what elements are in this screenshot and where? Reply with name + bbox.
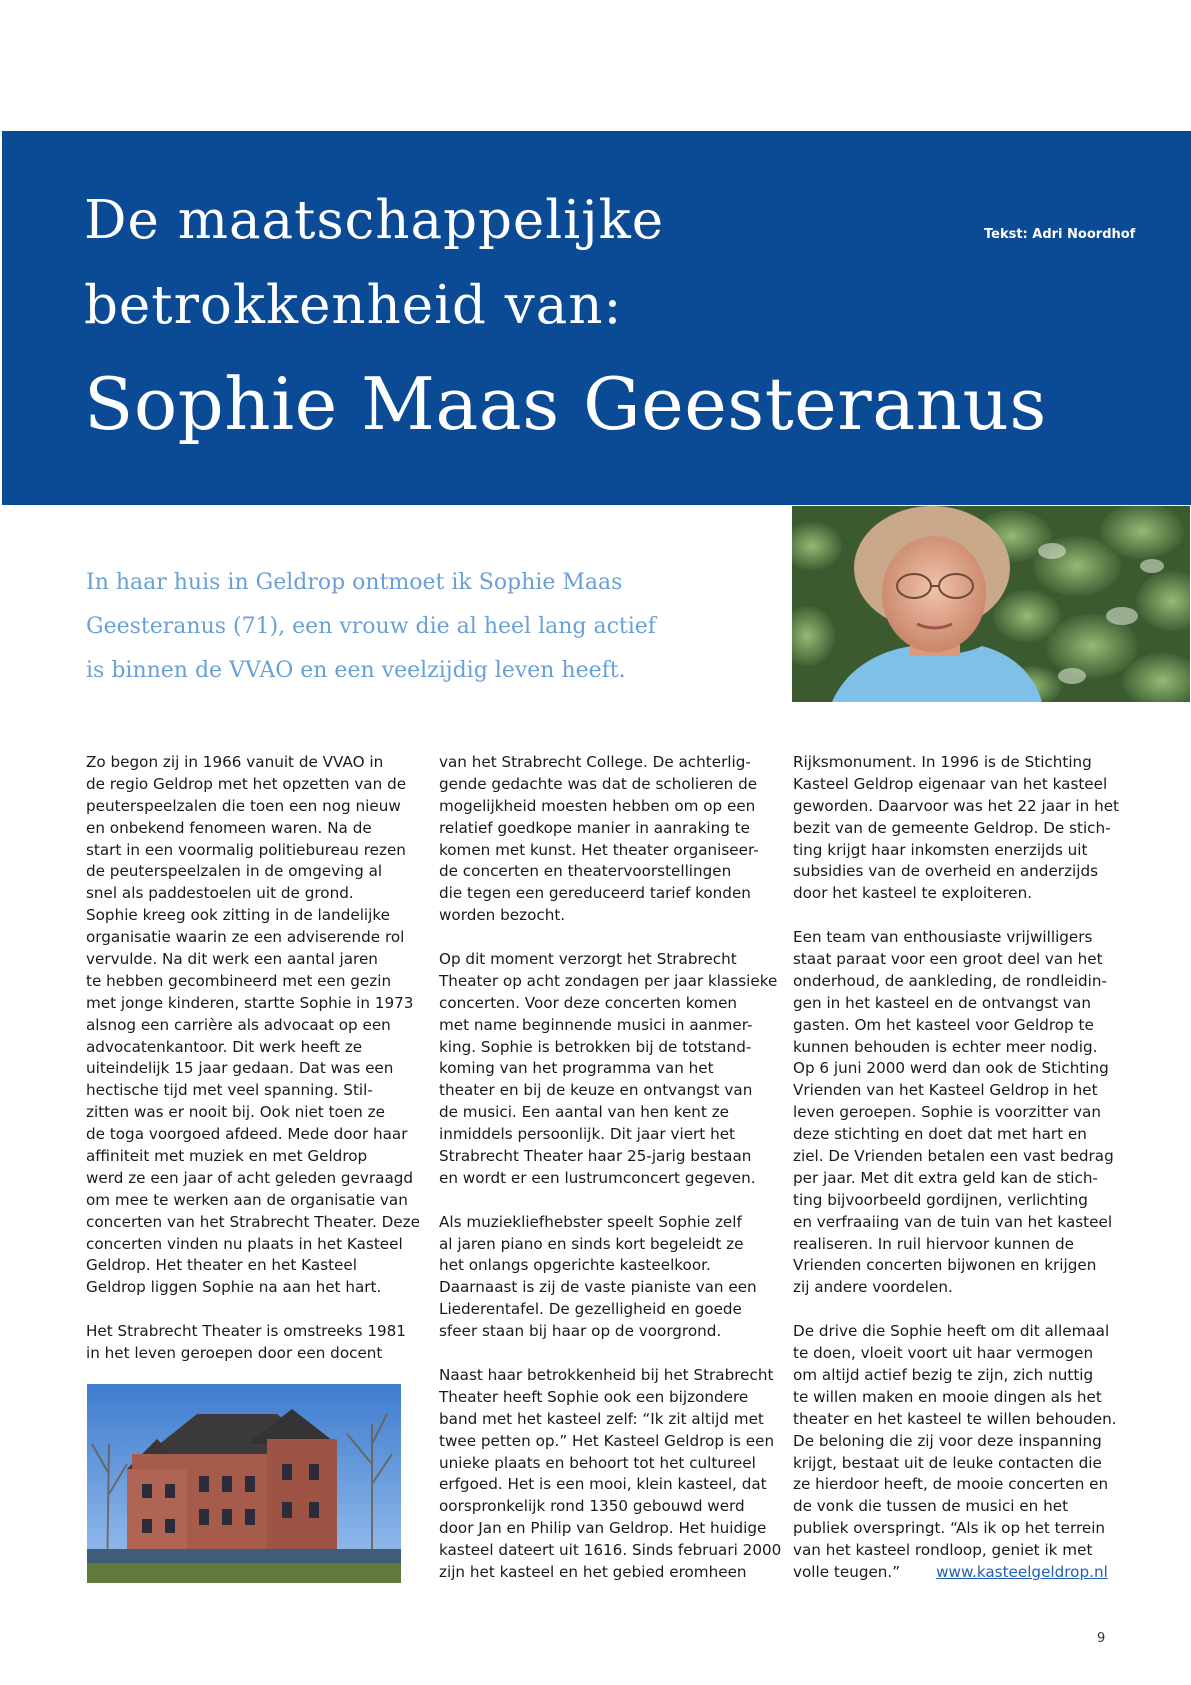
- article-line: zijn het kasteel en het gebied eromheen: [439, 1562, 747, 1581]
- castle-image: [87, 1384, 401, 1583]
- page-number: 9: [1097, 1631, 1106, 1646]
- portrait-image: [792, 506, 1190, 702]
- article-line: de peuterspeelzalen in de omgeving al: [86, 862, 383, 881]
- article-line: snel als paddestoelen uit de grond.: [86, 884, 354, 903]
- article-line: bezit van de gemeente Geldrop. De stich-: [793, 818, 1111, 837]
- article-line: gasten. Om het kasteel voor Geldrop te: [793, 1015, 1094, 1034]
- article-line: concerten. Voor deze concerten komen: [439, 993, 738, 1012]
- article-line: peuterspeelzalen die toen een nog nieuw: [86, 796, 401, 815]
- castle-photo: [87, 1384, 401, 1583]
- article-line: inmiddels persoonlijk. Dit jaar viert het: [439, 1125, 736, 1144]
- byline: Tekst: Adri Noordhof: [984, 227, 1136, 242]
- article-line: oorspronkelijk rond 1350 gebouwd werd: [439, 1497, 745, 1516]
- article-line: Een team van enthousiaste vrijwilligers: [793, 928, 1093, 947]
- article-line: te doen, vloeit voort uit haar vermogen: [793, 1344, 1094, 1363]
- paragraph-gap: [439, 1190, 769, 1212]
- article-line: om mee te werken aan de organisatie van: [86, 1190, 408, 1209]
- article-line: de vonk die tussen de musici en het: [793, 1497, 1069, 1516]
- article-line: hectische tijd met veel spanning. Stil-: [86, 1081, 373, 1100]
- article-line: gen in het kasteel en de ontvangst van: [793, 993, 1091, 1012]
- article-line: ze hierdoor heeft, de mooie concerten en: [793, 1475, 1109, 1494]
- article-line: twee petten op.” Het Kasteel Geldrop is een: [439, 1431, 775, 1450]
- article-line: door Jan en Philip van Geldrop. Het huidige: [439, 1519, 767, 1538]
- article-column-1: [86, 752, 420, 1365]
- article-line: geworden. Daarvoor was het 22 jaar in het: [793, 796, 1120, 815]
- intro-line: Geesteranus (71), een vrouw die al heel lang actief: [86, 614, 656, 639]
- title-name: Sophie Maas Geesteranus: [84, 362, 1047, 446]
- paragraph-gap: [793, 1299, 1123, 1321]
- article-line: koming van het programma van het: [439, 1059, 714, 1078]
- intro-line: is binnen de VVAO en een veelzijdig leven heeft.: [86, 658, 626, 683]
- article-line: ting krijgt haar inkomsten enerzijds uit: [793, 840, 1088, 859]
- article-line: Op dit moment verzorgt het Strabrecht: [439, 950, 737, 969]
- article-line: Kasteel Geldrop eigenaar van het kasteel: [793, 774, 1108, 793]
- article-line: affiniteit met muziek en met Geldrop: [86, 1147, 368, 1166]
- paragraph-gap: [86, 1299, 416, 1321]
- article-line: en verfraaiing van de tuin van het kasteel: [793, 1212, 1113, 1231]
- article-line: en onbekend fenomeen waren. Na de: [86, 818, 372, 837]
- article-line: mogelijkheid moesten hebben om op een: [439, 796, 756, 815]
- article-line: Rijksmonument. In 1996 is de Stichting: [793, 753, 1092, 771]
- article-line: Strabrecht Theater haar 25-jarig bestaan: [439, 1147, 752, 1166]
- article-line: sfeer staan bij haar op de voorgrond.: [439, 1322, 722, 1341]
- article-line: van het Strabrecht College. De achterlig-: [439, 753, 751, 771]
- article-line: worden bezocht.: [439, 906, 566, 925]
- article-line: onderhoud, de aankleding, de rondleidin-: [793, 971, 1107, 990]
- article-line: Op 6 juni 2000 werd dan ook de Stichting: [793, 1059, 1109, 1078]
- article-line: Naast haar betrokkenheid bij het Strabrecht: [439, 1365, 774, 1384]
- article-line: uiteindelijk 15 jaar gedaan. Dat was een: [86, 1059, 394, 1078]
- article-line: staat paraat voor een groot deel van het: [793, 950, 1103, 969]
- article-column-3: [793, 752, 1123, 1584]
- article-line: concerten van het Strabrecht Theater. Deze: [86, 1212, 420, 1231]
- article-line: subsidies van de overheid en anderzijds: [793, 862, 1098, 881]
- article-line: deze stichting en doet dat met hart en: [793, 1125, 1087, 1144]
- article-line: publiek overspringt. “Als ik op het terrein: [793, 1519, 1106, 1538]
- article-line: al jaren piano en sinds kort begeleidt ze: [439, 1234, 744, 1253]
- article-line: ziel. De Vrienden betalen een vast bedrag: [793, 1147, 1114, 1166]
- article-line: het onlangs opgerichte kasteelkoor.: [439, 1256, 711, 1275]
- article-last-line: [793, 1562, 1123, 1584]
- article-line: volle teugen.”: [793, 1562, 901, 1581]
- article-line: start in een voormalig politiebureau rezen: [86, 840, 406, 859]
- article-line: vervulde. Na dit werk een aantal jaren: [86, 950, 378, 969]
- intro-paragraph: [86, 561, 766, 693]
- website-link[interactable]: www.kasteelgeldrop.nl: [936, 1562, 1108, 1581]
- article-line: per jaar. Met dit extra geld kan de stich-: [793, 1168, 1098, 1187]
- article-line: De beloning die zij voor deze inspanning: [793, 1431, 1102, 1450]
- article-line: band met het kasteel zelf: “Ik zit altijd met: [439, 1409, 764, 1428]
- article-line: die tegen een gereduceerd tarief konden: [439, 884, 751, 903]
- article-line: leven geroepen. Sophie is voorzitter van: [793, 1103, 1101, 1122]
- article-line: Geldrop liggen Sophie na aan het hart.: [86, 1278, 382, 1297]
- article-line: met name beginnende musici in aanmer-: [439, 1015, 753, 1034]
- article-line: unieke plaats en behoort tot het cultureel: [439, 1453, 756, 1472]
- article-line: Geldrop. Het theater en het Kasteel: [86, 1256, 357, 1275]
- article-line: alsnog een carrière als advocaat op een: [86, 1015, 391, 1034]
- article-line: en wordt er een lustrumconcert gegeven.: [439, 1168, 756, 1187]
- paragraph-gap: [439, 927, 769, 949]
- article-line: concerten vinden nu plaats in het Kasteel: [86, 1234, 403, 1253]
- article-line: advocatenkantoor. Dit werk heeft ze: [86, 1037, 363, 1056]
- article-line: werd ze een jaar of acht geleden gevraagd: [86, 1168, 414, 1187]
- article-line: met jonge kinderen, startte Sophie in 1973: [86, 993, 414, 1012]
- article-line: Liederentafel. De gezelligheid en goede: [439, 1300, 742, 1319]
- article-line: Als muziekliefhebster speelt Sophie zelf: [439, 1212, 742, 1231]
- article-line: zij andere voordelen.: [793, 1278, 953, 1297]
- article-line: Zo begon zij in 1966 vanuit de VVAO in: [86, 753, 384, 771]
- article-line: kunnen behouden is echter meer nodig.: [793, 1037, 1098, 1056]
- article-line: Theater heeft Sophie ook een bijzondere: [439, 1387, 749, 1406]
- article-line: De drive die Sophie heeft om dit allemaal: [793, 1322, 1110, 1341]
- article-line: de concerten en theatervoorstellingen: [439, 862, 732, 881]
- article-line: de musici. Een aantal van hen kent ze: [439, 1103, 730, 1122]
- article-line: king. Sophie is betrokken bij de totstand-: [439, 1037, 752, 1056]
- title-line-1: De maatschappelijke: [84, 190, 665, 251]
- article-line: relatief goedkope manier in aanraking te: [439, 818, 750, 837]
- article-line: theater en het kasteel te willen behouden.: [793, 1409, 1117, 1428]
- intro-line: In haar huis in Geldrop ontmoet ik Sophie Maas: [86, 570, 623, 595]
- article-line: Vrienden concerten bijwonen en krijgen: [793, 1256, 1097, 1275]
- article-line: Vrienden van het Kasteel Geldrop in het: [793, 1081, 1098, 1100]
- article-line: te willen maken en mooie dingen als het: [793, 1387, 1102, 1406]
- title-line-2: betrokkenheid van:: [84, 275, 623, 336]
- article-line: krijgt, bestaat uit de leuke contacten die: [793, 1453, 1102, 1472]
- article-column-2: [439, 752, 782, 1584]
- article-line: realiseren. In ruil hiervoor kunnen de: [793, 1234, 1074, 1253]
- article-line: de toga voorgoed afdeed. Mede door haar: [86, 1125, 408, 1144]
- portrait-photo: [792, 506, 1190, 702]
- article-line: zitten was er nooit bij. Ook niet toen ze: [86, 1103, 385, 1122]
- paragraph-gap: [793, 905, 1123, 927]
- article-line: de regio Geldrop met het opzetten van de: [86, 774, 407, 793]
- article-line: kasteel dateert uit 1616. Sinds februari 2000: [439, 1541, 782, 1560]
- article-line: te hebben gecombineerd met een gezin: [86, 971, 392, 990]
- article-line: om altijd actief bezig te zijn, zich nuttig: [793, 1365, 1094, 1384]
- article-line: theater en bij de keuze en ontvangst van: [439, 1081, 753, 1100]
- article-line: door het kasteel te exploiteren.: [793, 884, 1033, 903]
- article-line: ting bijvoorbeeld gordijnen, verlichting: [793, 1190, 1088, 1209]
- article-line: komen met kunst. Het theater organiseer-: [439, 840, 759, 859]
- paragraph-gap: [439, 1343, 769, 1365]
- article-line: erfgoed. Het is een mooi, klein kasteel, dat: [439, 1475, 767, 1494]
- article-line: gende gedachte was dat de scholieren de: [439, 774, 758, 793]
- article-line: Het Strabrecht Theater is omstreeks 1981: [86, 1322, 406, 1341]
- article-line: Daarnaast is zij de vaste pianiste van een: [439, 1278, 757, 1297]
- article-line: Sophie kreeg ook zitting in de landelijke: [86, 906, 390, 925]
- article-line: van het kasteel rondloop, geniet ik met: [793, 1541, 1093, 1560]
- article-line: in het leven geroepen door een docent: [86, 1344, 383, 1363]
- article-line: organisatie waarin ze een adviserende rol: [86, 928, 405, 947]
- article-line: Theater op acht zondagen per jaar klassieke: [439, 971, 778, 990]
